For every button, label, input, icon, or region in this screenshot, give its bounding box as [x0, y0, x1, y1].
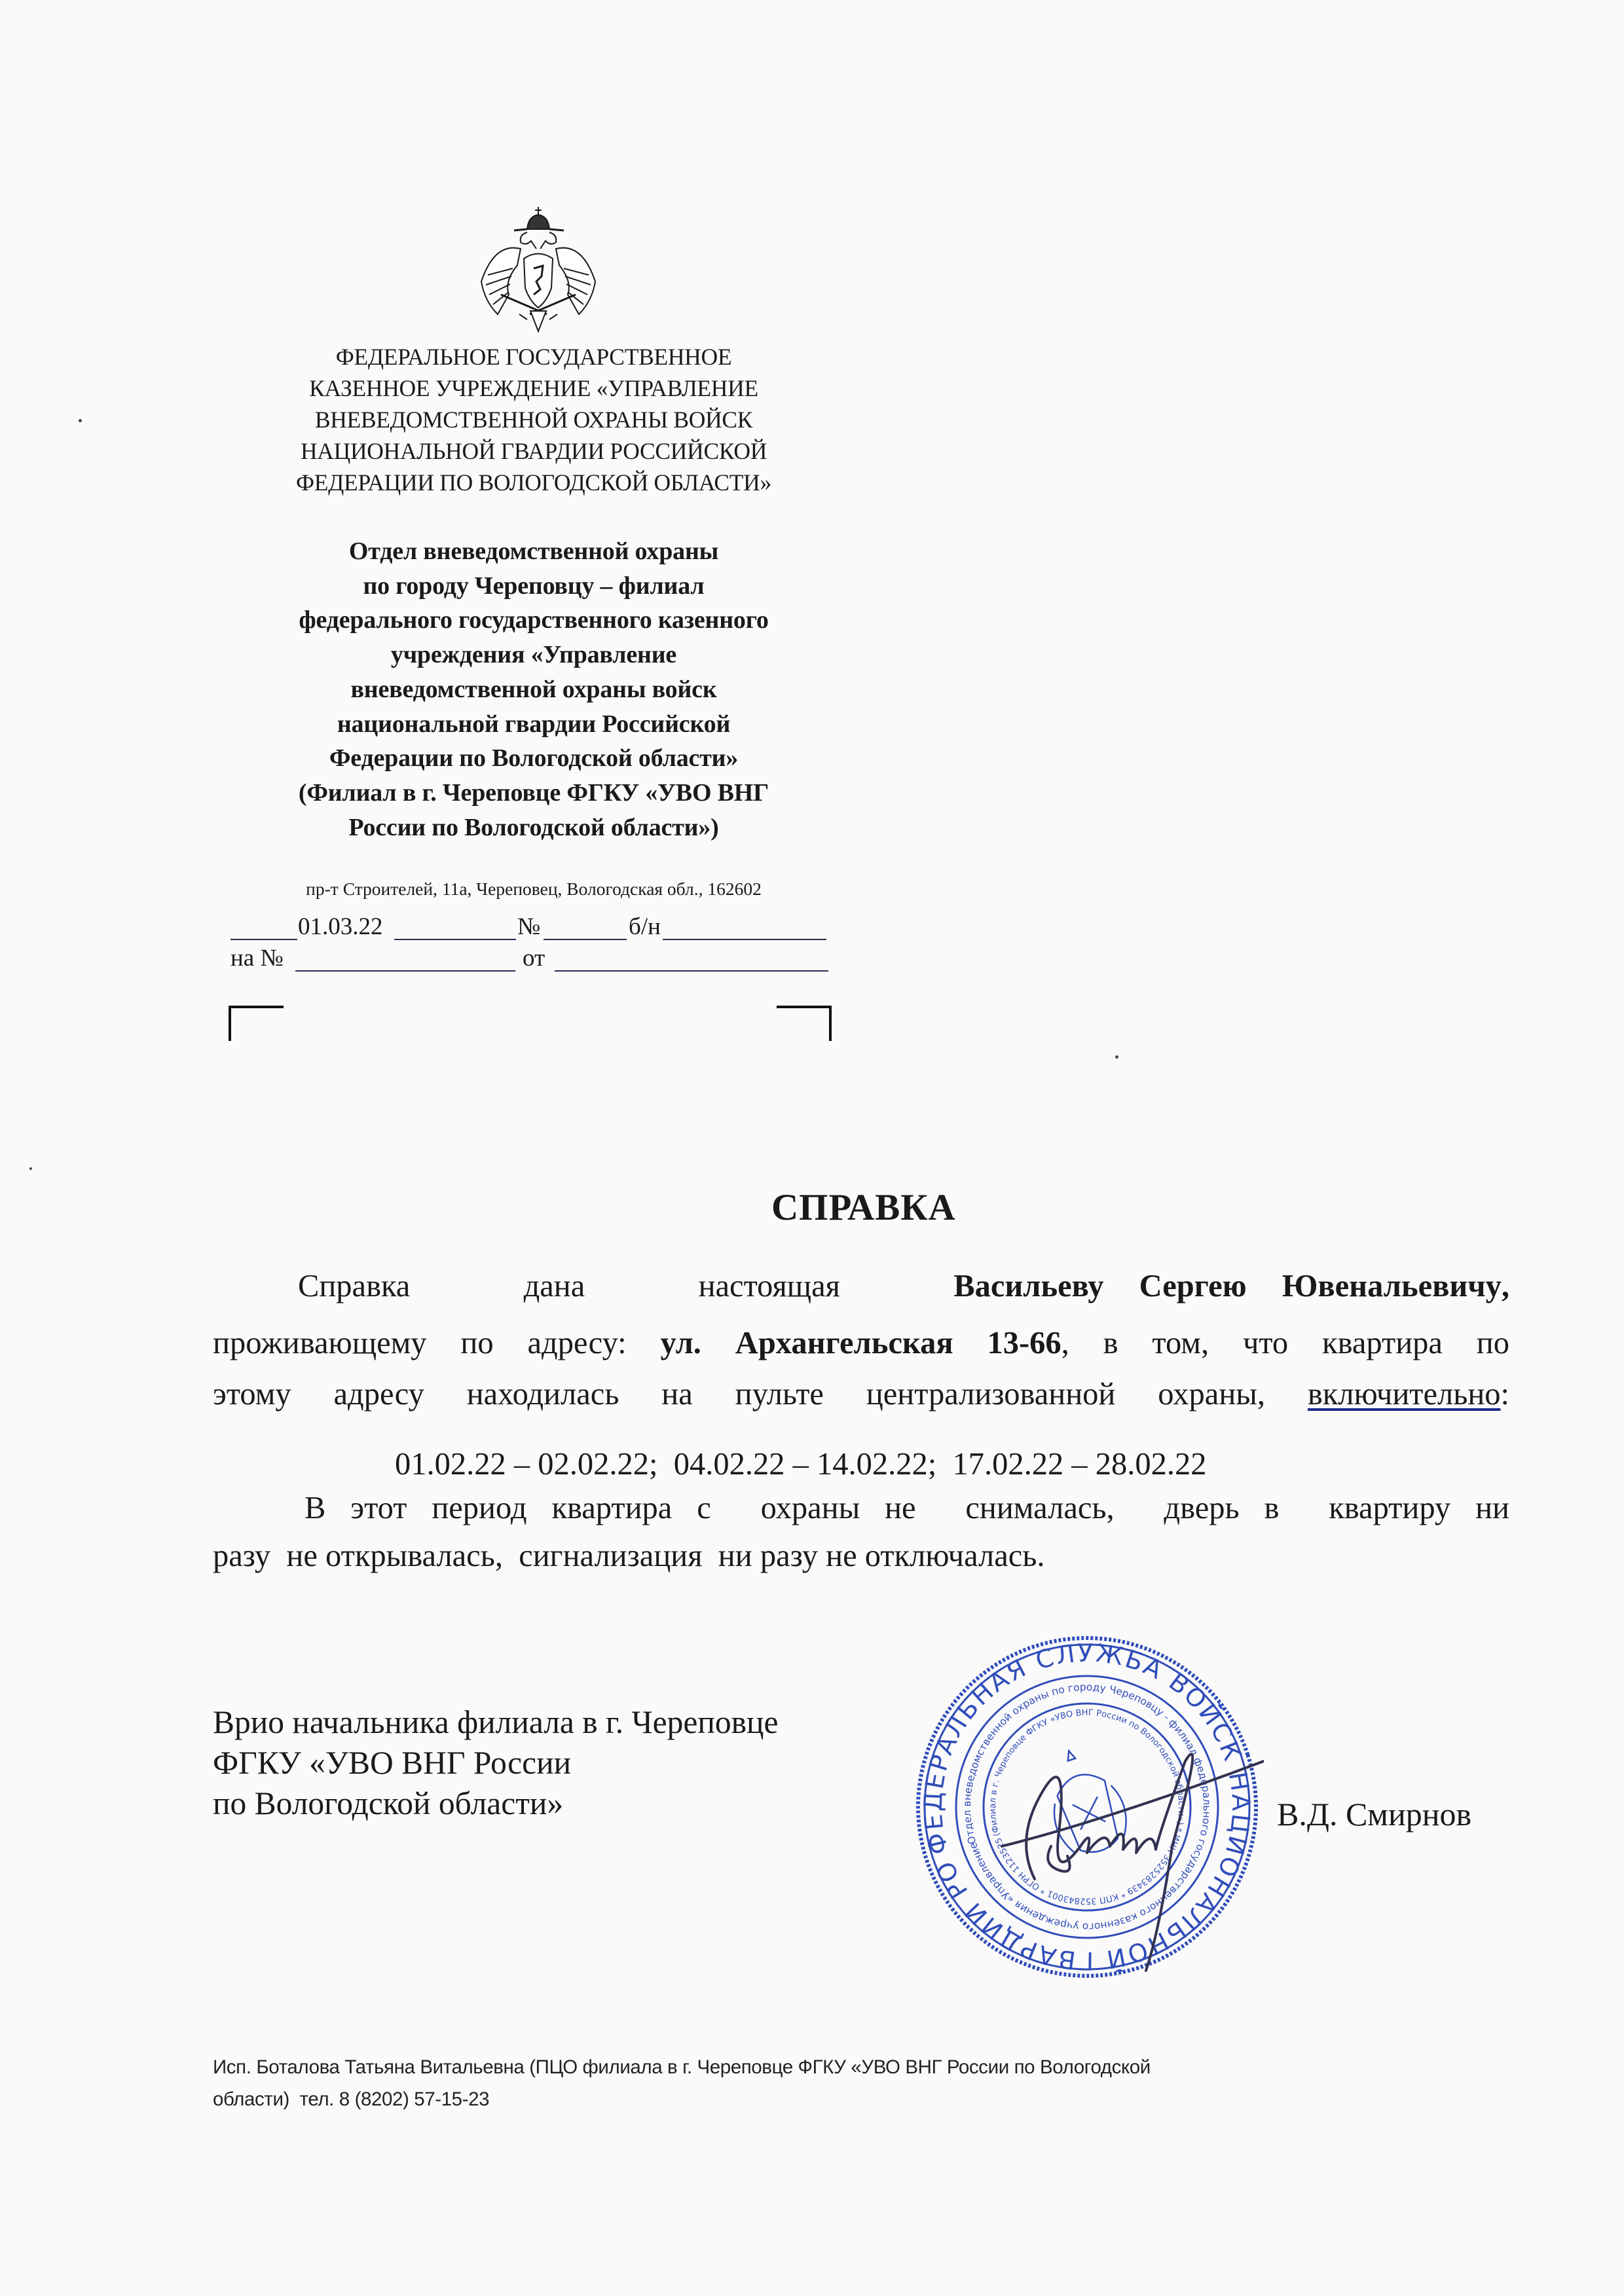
recipient-address: ул. Архангельская 13-66: [660, 1326, 1061, 1360]
org-upper-line: НАЦИОНАЛЬНОЙ ГВАРДИИ РОССИЙСКОЙ: [300, 438, 767, 464]
number-underline: [544, 939, 627, 940]
org-branch-line: по городу Череповцу – филиал: [363, 572, 705, 600]
ref-from-underline: [555, 970, 828, 972]
body-text: этому адресу находилась на пульте централизованной охраны,: [213, 1377, 1265, 1412]
ref-number-label: на №: [231, 945, 284, 972]
body-line-5: В этот период квартира с охраны не снималась, дверь в квартиру ни: [304, 1491, 1509, 1525]
org-branch-name: [216, 534, 851, 845]
official-stamp-icon: [910, 1630, 1264, 1984]
org-address: пр-т Строителей, 11а, Череповец, Вологодская обл., 162602: [306, 879, 762, 899]
scan-speck: [29, 1167, 32, 1170]
signer-position-line: ФГКУ «УВО ВНГ России: [213, 1745, 572, 1781]
body-line-6: разу не открывалась, сигнализация ни разу не отключалась.: [213, 1539, 1045, 1573]
body-word: дана: [523, 1269, 585, 1303]
document-number: б/н: [629, 913, 661, 940]
date-underline-trail: [394, 939, 516, 940]
address-bracket-left: [229, 1006, 284, 1041]
org-branch-line: федерального государственного казенного: [299, 606, 769, 634]
org-name-upper: [216, 341, 851, 498]
signer-position: [213, 1702, 778, 1824]
document-title: СПРАВКА: [771, 1187, 956, 1228]
signer-name: В.Д. Смирнов: [1277, 1796, 1472, 1832]
org-branch-line: вневедомственной охраны войск: [350, 675, 717, 703]
org-branch-line: учреждения «Управление: [390, 641, 677, 669]
scan-speck: [1115, 1055, 1118, 1059]
protection-periods: 01.02.22 – 02.02.22; 04.02.22 – 14.02.22; 17.02.22 – 28.02.22: [395, 1447, 1207, 1482]
executor-footer: [213, 2051, 1522, 2115]
ref-number-underline: [295, 970, 515, 972]
punct: ,: [1501, 1269, 1509, 1303]
recipient-name: [953, 1267, 1509, 1306]
stamp-outer-text: ФЕДЕРАЛЬНАЯ СЛУЖБА ВОЙСК НАЦИОНАЛЬНОЙ ГВАРДИИ РОССИЙСКОЙ: [918, 1638, 1256, 1976]
body-text: проживающему по адресу:: [213, 1326, 627, 1360]
body-text: , в том, что квартира по: [1061, 1326, 1510, 1360]
number-underline-trail: [663, 939, 826, 940]
body-line-1: [298, 1267, 1509, 1306]
number-label: №: [517, 913, 541, 940]
org-upper-line: КАЗЕННОЕ УЧРЕЖДЕНИЕ «УПРАВЛЕНИЕ: [309, 375, 758, 401]
body-line-2: [213, 1324, 1509, 1363]
executor-line-1: Исп. Боталова Татьяна Витальевна (ПЦО филиала в г. Череповце ФГКУ «УВО ВНГ России по Вологодской: [213, 2056, 1151, 2078]
org-branch-line: Отдел вневедомственной охраны: [348, 538, 719, 565]
org-upper-line: ФЕДЕРАЛЬНОЕ ГОСУДАРСТВЕННОЕ: [335, 344, 732, 370]
scan-speck: [79, 419, 82, 422]
org-upper-line: ФЕДЕРАЦИИ ПО ВОЛОГОДСКОЙ ОБЛАСТИ»: [296, 469, 771, 496]
stamp-inner-text: Отдел вневедомственной охраны по городу Череповцу - филиал федерального государственного казенного учреждения «Управление: [961, 1681, 1213, 1933]
inclusive-underlined: включительно: [1307, 1377, 1501, 1412]
signer-position-line: по Вологодской области»: [213, 1785, 564, 1821]
org-branch-line: национальной гвардии Российской: [337, 710, 731, 738]
ref-from-label: от: [523, 945, 545, 972]
org-branch-line: Федерации по Вологодской области»: [329, 744, 739, 773]
body-word: Справка: [298, 1269, 411, 1303]
org-branch-line: (Филиал в г. Череповце ФГКУ «УВО ВНГ: [298, 778, 769, 807]
body-line-3: [213, 1375, 1509, 1414]
stamp-center-text: (Филиал в г. Череповце ФГКУ «УВО ВНГ России по Вологодской области») * ИНН 3525283439 * КПП 352843001 * ОГРН 1123525011037: [987, 1707, 1187, 1906]
punct: :: [1500, 1377, 1510, 1412]
recipient-name-text: Васильеву Сергею Ювенальевичу: [953, 1269, 1502, 1303]
rosgvardia-emblem-icon: [468, 203, 609, 334]
org-upper-line: ВНЕВЕДОМСТВЕННОЙ ОХРАНЫ ВОЙСК: [314, 407, 753, 433]
address-bracket-right: [777, 1006, 832, 1041]
org-branch-line: России по Вологодской области»): [348, 813, 719, 841]
document-date: 01.03.22: [298, 913, 383, 940]
date-underline-lead: [231, 939, 297, 940]
signer-position-line: Врио начальника филиала в г. Череповце: [213, 1704, 779, 1740]
executor-line-2: области) тел. 8 (8202) 57-15-23: [213, 2088, 490, 2110]
body-word: настоящая: [698, 1269, 840, 1303]
